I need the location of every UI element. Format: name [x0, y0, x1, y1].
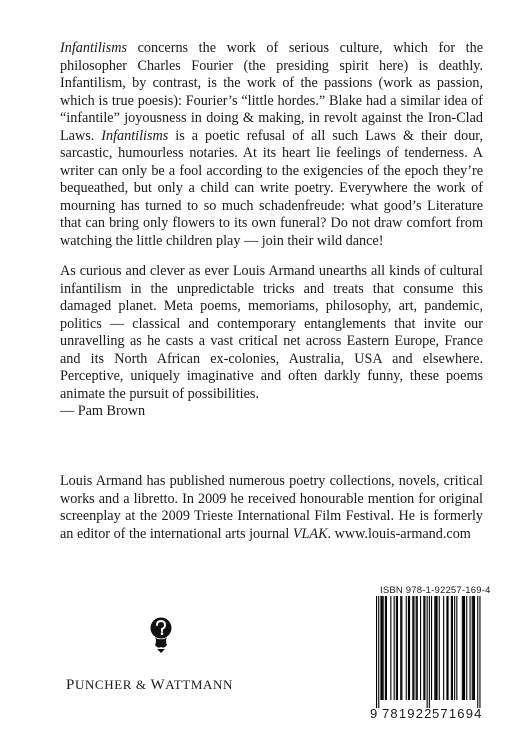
barcode-bar	[446, 596, 447, 700]
barcode-bar	[376, 596, 377, 708]
barcode-bar	[439, 596, 440, 700]
barcode-bar	[451, 596, 452, 700]
publisher-smallcaps: ATTMANN	[165, 677, 233, 692]
blurb-text: concerns the work of serious culture, which for the philosopher Charles Fourier (the presiding spirit here) is deathly. Infantilism, by contrast, is the work of the passions (work as passion, which is true poesis): Fourier’s “little hordes.” Blake had a similar idea of “infantile” joyousness in doing & making, in revolt against the Iron-Clad Laws.	[60, 40, 483, 144]
author-bio	[60, 473, 483, 543]
barcode-bar	[452, 596, 453, 700]
barcode-bar	[396, 596, 397, 700]
publisher-smallcaps: UNCHER	[74, 677, 133, 692]
barcode-digit-first: 9	[370, 706, 379, 721]
blurb-attribution: — Pam Brown	[60, 403, 146, 420]
barcode-bar	[431, 596, 432, 700]
bio-text: . www.louis-armand.com	[327, 525, 471, 542]
barcode-bar	[382, 596, 383, 700]
publisher-logo-icon	[146, 615, 176, 655]
barcode-bar	[434, 596, 435, 700]
barcode-bar	[470, 596, 471, 700]
barcode-bar	[378, 596, 379, 708]
book-title-italic: Infantilisms	[101, 127, 169, 144]
isbn-barcode	[368, 596, 486, 726]
journal-title-italic: VLAK	[292, 525, 328, 542]
barcode-bar	[474, 596, 475, 700]
barcode-bar	[385, 596, 386, 700]
barcode-bar	[397, 596, 398, 700]
barcode-bar	[409, 596, 410, 700]
book-title-italic: Infantilisms	[60, 40, 128, 56]
blurb-paragraph-2	[60, 263, 483, 421]
barcode-bar	[429, 596, 430, 708]
barcode-bar	[477, 596, 478, 708]
barcode-bar	[472, 596, 473, 700]
publisher-ampersand: &	[132, 677, 151, 692]
blurb-text: As curious and clever as ever Louis Armand unearths all kinds of cultural infantilism in the unpredictable tricks and treats that consume this damaged planet. Meta poems, memoriams, philosophy, art, pandemic, politics — classical and contemporary entanglements that invite our unravelling as he casts a vast critical net across Eastern Europe, France and its North African ex-colonies, Australia, USA and elsewhere. Perceptive, uniquely imaginative and often darkly funny, these poems animate the pursuit of possibilities.	[60, 263, 483, 402]
barcode-bar	[437, 596, 438, 700]
barcode-bar	[473, 596, 474, 700]
isbn-label: ISBN 978-1-92257-169-4	[380, 585, 491, 596]
barcode-bar	[454, 596, 455, 700]
barcode-bar	[390, 596, 391, 700]
barcode-bar	[464, 596, 465, 700]
barcode-bar	[386, 596, 387, 700]
barcode-bars	[368, 596, 486, 708]
barcode-bar	[413, 596, 414, 700]
publisher-cap: W	[150, 677, 166, 693]
barcode-digits-left: 781922	[382, 706, 433, 721]
barcode-bar	[394, 596, 395, 700]
bio-text: Louis Armand has published numerous poetry collections, novels, critical works and a libretto. In 2009 he received honourable mention for original screenplay at the 2009 Trieste International Film Festival. He is formerly an editor of the international arts journal	[60, 473, 483, 542]
barcode-bar	[423, 596, 424, 700]
barcode-bar	[435, 596, 436, 700]
barcode-bar	[479, 596, 480, 708]
barcode-bar	[443, 596, 444, 700]
barcode-bar	[456, 596, 457, 700]
publisher-cap: P	[66, 677, 75, 693]
barcode-bar	[406, 596, 407, 700]
barcode-bar	[463, 596, 464, 700]
barcode-bar	[416, 596, 417, 700]
barcode-bar	[401, 596, 402, 700]
barcode-bar	[424, 596, 425, 700]
barcode-bar	[420, 596, 421, 700]
barcode-bar	[448, 596, 449, 700]
blurb-text: is a poetic refusal of all such Laws & their dour, sarcastic, humourless notaries. At its heart lie feelings of tenderness. A writer can only be a fool according to the exigencies of the epoch they’re bequeathed, but only a child can write poetry. Everywhere the work of mourning has turned to so much schadenfreude: what good’s Literature that can bring only flowers to its own funeral? Do not draw comfort from watching the little children play — join their wild dance!	[60, 127, 484, 250]
barcode-bar	[408, 596, 409, 700]
barcode-bar	[427, 596, 428, 708]
barcode-bar	[383, 596, 384, 700]
barcode-bar	[412, 596, 413, 700]
publisher-name	[66, 677, 266, 694]
blurb-paragraph-1	[60, 40, 483, 251]
barcode-digits-right: 571694	[432, 706, 483, 721]
barcode-bar	[466, 596, 467, 700]
barcode-bar	[380, 596, 381, 700]
barcode-bar	[462, 596, 463, 700]
barcode-bar	[417, 596, 418, 700]
barcode-bar	[400, 596, 401, 700]
